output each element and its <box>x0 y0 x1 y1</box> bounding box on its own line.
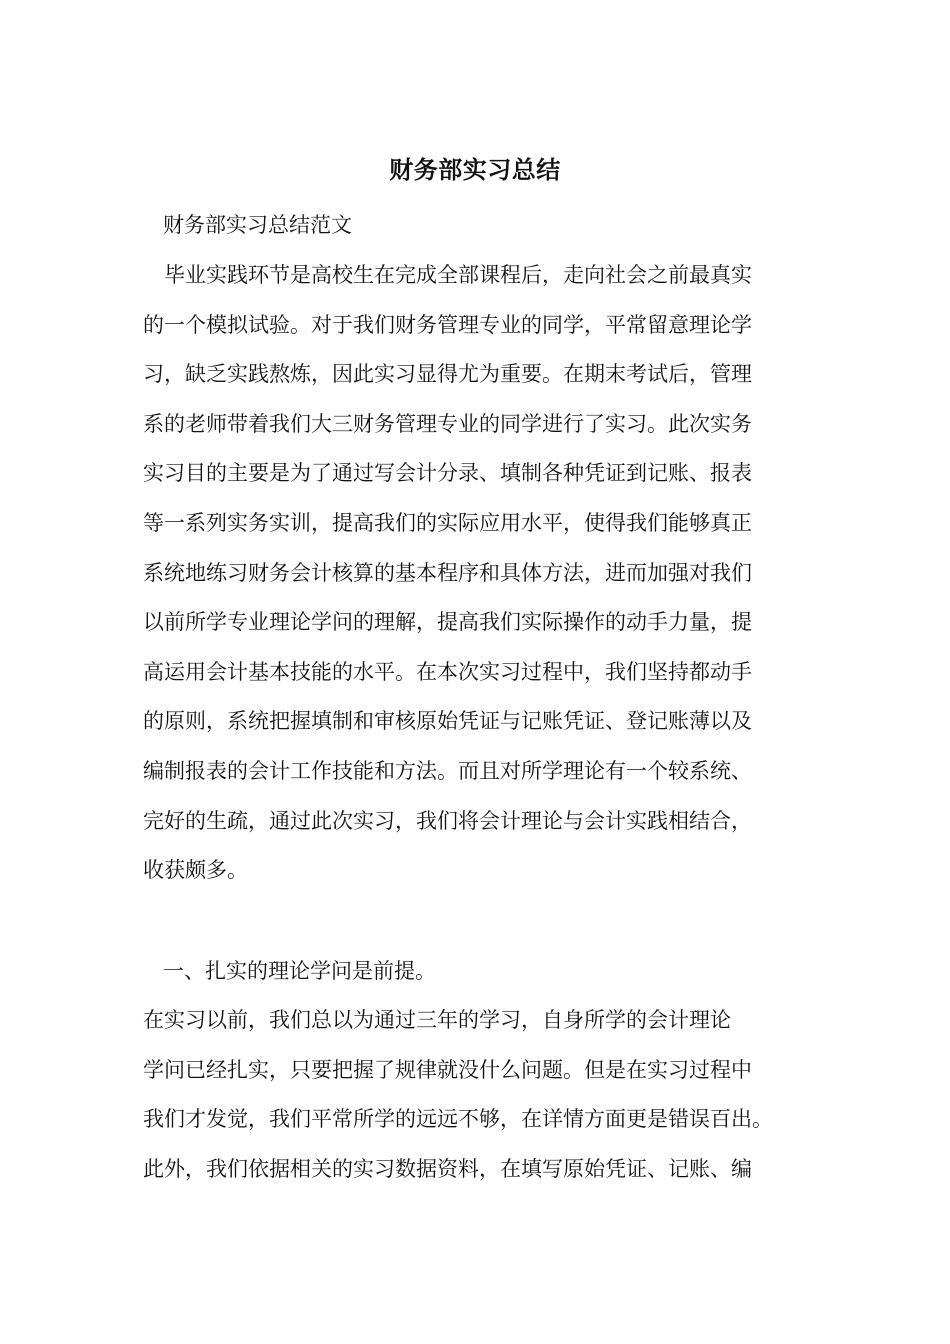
paragraph-line: 系的老师带着我们大三财务管理专业的同学进行了实习。此次实务 <box>143 411 752 436</box>
paragraph-section1 <box>143 996 823 1194</box>
paragraph-line: 以前所学专业理论学问的理解，提高我们实际操作的动手力量，提 <box>143 610 752 635</box>
paragraph-line: 完好的生疏，通过此次实习，我们将会计理论与会计实践相结合， <box>143 808 752 833</box>
paragraph-line: 在实习以前，我们总以为通过三年的学习，自身所学的会计理论 <box>143 1008 731 1032</box>
paragraph-line: 学问已经扎实，只要把握了规律就没什么问题。但是在实习过程中 <box>143 1057 752 1082</box>
paragraph-line: 我们才发觉，我们平常所学的远远不够，在详情方面更是错误百出。 <box>143 1107 773 1132</box>
paragraph-line: 等一系列实务实训，提高我们的实际应用水平，使得我们能够真正 <box>143 510 752 535</box>
paragraph-line: 毕业实践环节是高校生在完成全部课程后，走向社会之前最真实 <box>143 263 752 287</box>
paragraph-line: 高运用会计基本技能的水平。在本次实习过程中，我们坚持都动手 <box>143 659 752 684</box>
document-title: 财务部实习总结 <box>389 155 561 184</box>
paragraph-line: 实习目的主要是为了通过写会计分录、填制各种凭证到记账、报表 <box>143 461 752 486</box>
section-heading: 一、扎实的理论学问是前提。 <box>163 959 436 983</box>
paragraph-line: 系统地练习财务会计核算的基本程序和具体方法，进而加强对我们 <box>143 560 752 585</box>
document-subtitle: 财务部实习总结范文 <box>163 213 352 237</box>
paragraph-line: 此外，我们依据相关的实习数据资料，在填写原始凭证、记账、编 <box>143 1156 752 1181</box>
paragraph-line: 习，缺乏实践熬炼，因此实习显得尤为重要。在期末考试后，管理 <box>143 362 752 387</box>
paragraph-line: 收获颇多。 <box>143 858 248 883</box>
paragraph-line: 的一个模拟试验。对于我们财务管理专业的同学，平常留意理论学 <box>143 312 752 337</box>
paragraph-line: 编制报表的会计工作技能和方法。而且对所学理论有一个较系统、 <box>143 758 752 783</box>
paragraph-line: 的原则，系统把握填制和审核原始凭证与记账凭证、登记账薄以及 <box>143 709 752 734</box>
paragraph-intro <box>143 251 823 896</box>
